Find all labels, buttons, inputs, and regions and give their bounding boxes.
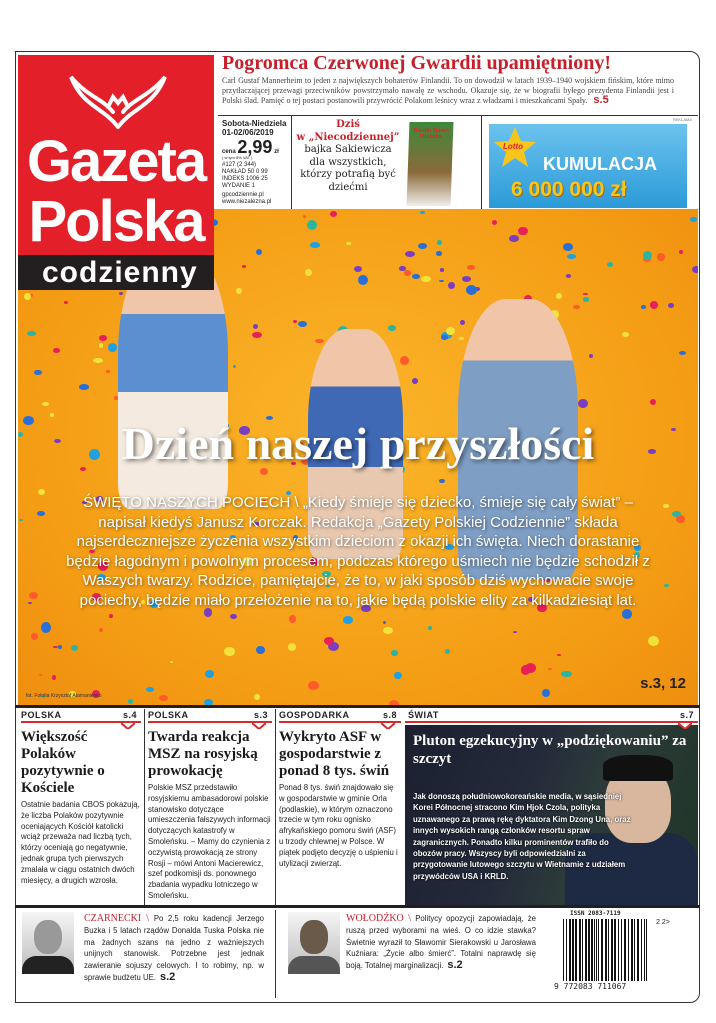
- confetti-piece: [412, 274, 419, 279]
- confetti-piece: [439, 479, 444, 483]
- confetti-piece: [466, 285, 477, 295]
- article-title[interactable]: Większość Polaków pozytywnie o Kościele: [21, 729, 105, 796]
- confetti-piece: [513, 631, 517, 633]
- section-label: ŚWIAT: [408, 710, 439, 720]
- barcode-bar: [608, 919, 609, 981]
- barcode-bar: [631, 919, 633, 981]
- top-story-title[interactable]: Pogromca Czerwonej Gwardii upamiętniony!: [222, 52, 612, 74]
- notch-icon: [121, 723, 135, 729]
- hero-text: [58, 493, 658, 610]
- confetti-piece: [460, 320, 465, 325]
- vat-note: ( w tym 8% VAT ): [222, 155, 253, 160]
- masthead-name-2: Polska: [28, 189, 204, 254]
- confetti-piece: [233, 365, 236, 368]
- article-text: Ostatnie badania CBOS pokazują, że liczba Polaków pozytywnie oceniających Kościół katolicki wciąż przeważa nad liczbą tych, którzy oceniają go negatywnie, jednak grupa tych pierwszych zmalała w ciągu ostatnich dwóch miesięcy, a drugich wzrosła.: [21, 800, 140, 885]
- supplement-cover[interactable]: [407, 122, 454, 206]
- confetti-piece: [567, 254, 577, 259]
- supplement-today: Dziś: [336, 119, 360, 130]
- confetti-piece: [34, 370, 41, 375]
- confetti-piece: [641, 305, 647, 309]
- confetti-piece: [492, 220, 498, 226]
- confetti-piece: [657, 253, 665, 260]
- confetti-piece: [29, 592, 38, 599]
- confetti-piece: [583, 293, 588, 296]
- confetti-piece: [24, 293, 31, 300]
- confetti-piece: [383, 627, 393, 634]
- barcode-bar: [628, 919, 629, 981]
- page-ref: s.3: [253, 710, 268, 720]
- article-title[interactable]: Pluton egzekucyjny w „podziękowaniu” za szczyt: [413, 733, 687, 767]
- confetti-piece: [664, 584, 669, 587]
- confetti-piece: [27, 331, 36, 336]
- hero-title[interactable]: Dzień naszej przyszłości: [121, 418, 595, 469]
- notch-icon: [381, 723, 395, 729]
- lotto-ad[interactable]: [481, 116, 698, 210]
- edition: WYDANIE 1: [222, 183, 256, 189]
- confetti-piece: [93, 358, 103, 363]
- confetti-piece: [462, 276, 471, 282]
- opinion-1[interactable]: [18, 910, 268, 1000]
- barcode-bar: [637, 919, 639, 981]
- confetti-piece: [388, 325, 396, 330]
- barcode-bar: [588, 919, 590, 981]
- confetti-piece: [99, 335, 107, 341]
- confetti-piece: [119, 292, 123, 295]
- barcode-bar: [618, 919, 619, 981]
- confetti-piece: [650, 399, 656, 405]
- barcode-bar: [563, 919, 564, 981]
- confetti-piece: [31, 633, 38, 640]
- barcode-bar: [614, 919, 616, 981]
- confetti-piece: [315, 339, 324, 343]
- confetti-piece: [525, 663, 536, 673]
- confetti-piece: [224, 647, 235, 657]
- confetti-piece: [230, 614, 236, 619]
- cover-title: Smoki Dzień Dziecka: [413, 128, 450, 140]
- confetti-piece: [622, 332, 629, 338]
- price-label: cena: [222, 149, 236, 155]
- confetti-piece: [446, 327, 455, 335]
- confetti-piece: [412, 378, 418, 384]
- opinion-text: Politycy opozycji zapowiadają, że ruszą przed wyborami na wieś. O co idzie stawka? Świetnie wyraził to Sławomir Sierakowski u Jarosława Kuźniara: „Życie albo śmierć”. Totalni naprawdę się boją. Totalnej marginalizacji.: [346, 914, 537, 971]
- photo-credit: fot. Fotolia Krzysztof Atamanienko: [26, 693, 102, 699]
- confetti-piece: [439, 280, 444, 283]
- top-story-body: [222, 76, 674, 105]
- confetti-piece: [445, 649, 450, 654]
- confetti-piece: [561, 671, 572, 678]
- page-ref: s.4: [122, 710, 137, 720]
- confetti-piece: [421, 276, 430, 282]
- confetti-piece: [343, 616, 353, 624]
- confetti-piece: [106, 370, 109, 373]
- confetti-piece: [288, 643, 297, 651]
- confetti-piece: [509, 235, 519, 242]
- barcode-bar: [566, 919, 567, 981]
- price-currency: zł: [274, 149, 279, 155]
- confetti-piece: [358, 275, 368, 285]
- article-text: Polskie MSZ przedstawiło rosyjskiemu ambasadorowi polskie stanowisko dotyczące umieszczenia fałszywych informacji dotyczących katastrofy w Smoleńsku. – Mamy do czynienia z oczywistą prowokacją ze strony Rosji – mówi Antoni Macierewicz, szef podkomisji ds. ponownego zbadania wypadku lotniczego w Smoleńsku.: [148, 783, 271, 900]
- confetti-piece: [99, 343, 104, 348]
- confetti-piece: [418, 243, 427, 249]
- confetti-piece: [354, 266, 362, 272]
- article-title[interactable]: Wykryto ASF w gospodarstwie z ponad 8 tys. świń: [279, 729, 390, 779]
- confetti-piece: [557, 654, 561, 657]
- confetti-piece: [346, 242, 351, 245]
- confetti-piece: [676, 515, 685, 522]
- confetti-piece: [405, 251, 415, 257]
- confetti-piece: [254, 694, 260, 700]
- section-label: POLSKA: [21, 710, 62, 720]
- masthead-name-3: codzienny: [18, 255, 214, 290]
- article-4[interactable]: [405, 709, 698, 905]
- page-ref: s.2: [159, 970, 176, 983]
- confetti-piece: [37, 511, 45, 516]
- barcode-bar: [582, 919, 583, 981]
- confetti-piece: [242, 265, 246, 268]
- hero-page: s.3, 12: [640, 675, 686, 692]
- confetti-piece: [38, 489, 45, 495]
- confetti-piece: [663, 504, 668, 507]
- confetti-piece: [518, 227, 527, 235]
- separator: \: [403, 913, 416, 924]
- confetti-piece: [441, 335, 447, 340]
- confetti-piece: [400, 356, 410, 365]
- confetti-piece: [690, 217, 697, 222]
- barcode-bar: [596, 919, 597, 981]
- confetti-piece: [19, 519, 23, 521]
- ad-label: REKLAMA: [672, 117, 692, 122]
- confetti-piece: [643, 251, 652, 260]
- confetti-piece: [467, 265, 475, 271]
- confetti-piece: [146, 687, 154, 692]
- confetti-piece: [79, 384, 90, 390]
- confetti-piece: [252, 332, 262, 339]
- confetti-piece: [99, 628, 103, 632]
- confetti-piece: [52, 675, 56, 680]
- confetti-piece: [109, 614, 113, 618]
- article-title[interactable]: Twarda reakcja MSZ na rosyjską prowokację: [148, 729, 258, 779]
- confetti-piece: [310, 242, 320, 248]
- notch-icon: [252, 723, 266, 729]
- ad-brand: Lotto: [503, 142, 523, 151]
- article-text: Jak donoszą południowokoreańskie media, w sąsiedniej Korei Północnej stracono Kim Hjok Czola, polityka uznawanego za prawą rękę dyktatora Kim Dzong Una, oraz innych wysokich rangą członków resortu spraw zagranicznych. Ponadto kilku prominentów trafiło do obozów pracy. Wszyscy byli odpowiedzialni za przygotowanie lutowego szczytu w Wietnamie z udziałem przywódców USA i KRLD.: [413, 792, 631, 881]
- confetti-piece: [128, 699, 134, 704]
- confetti-piece: [53, 348, 60, 354]
- article-2[interactable]: [144, 709, 275, 905]
- confetti-piece: [28, 602, 32, 604]
- confetti-piece: [330, 211, 337, 217]
- opinion-2[interactable]: [280, 910, 540, 1000]
- confetti-piece: [420, 211, 425, 214]
- hero-body: „Kiedy śmieje się dziecko, śmieje się cały świat” – napisał kiedyś Janusz Korczak. Redakcja „Gazety Polskiej Codziennie” składa najserdeczniejsze życzenia wszystkim dzieciom z okazji ich święta. Niech dorastanie będzie łagodnym i powolnym procesem, podczas którego uśmiech nie będzie schodził z Waszych twarzy. Rodzice, pamiętajcie, że to, w jaki sposób dziś wychowacie swoje pociechy, będzie miało przełożenie na to, jakie będą polskie elity za kilkadziesiąt lat.: [66, 494, 650, 609]
- barcode-bar: [594, 919, 595, 981]
- index: INDEKS 1006 25: [222, 176, 268, 182]
- supplement-promo[interactable]: [292, 116, 404, 210]
- confetti-piece: [556, 293, 562, 299]
- price-value: 2,99: [237, 137, 273, 157]
- price: [222, 139, 289, 155]
- page-ref: s.8: [382, 710, 397, 720]
- confetti-piece: [298, 321, 307, 327]
- top-story-page: s.5: [593, 93, 609, 106]
- author-photo: [22, 912, 74, 974]
- divider: [15, 705, 700, 708]
- issue-date: 01-02/06/2019: [222, 128, 274, 137]
- issn: ISSN 2083-7119: [570, 910, 621, 917]
- confetti-piece: [650, 301, 658, 309]
- barcode-bar: [585, 919, 587, 981]
- divider: [275, 910, 276, 998]
- page-ref: s.2: [447, 959, 463, 972]
- confetti-piece: [307, 220, 317, 230]
- confetti-piece: [383, 621, 386, 624]
- confetti-piece: [170, 661, 173, 663]
- confetti-piece: [205, 670, 214, 678]
- section-label: POLSKA: [148, 710, 189, 720]
- confetti-piece: [648, 636, 659, 646]
- confetti-piece: [256, 646, 265, 654]
- site-link-2[interactable]: www.niezalezna.pl: [222, 199, 272, 205]
- separator: \: [141, 913, 154, 924]
- author-photo: [288, 912, 340, 974]
- top-story-text: Carl Gustaf Mannerheim to jeden z największych bohaterów Finlandii. To on dowodził w latach 1939–1940 wojskiem fińskim, które mimo przytłaczającej przewagi przeciwników powstrzymało nawałę ze wschodu. Okazuje się, że w biografii byłego prezydenta Finlandii jest i Polski ślad. Pamięć o tej postaci postanowili przywrócić Polakom leśnicy wraz z władzami i mieszkańcami Spały.: [222, 76, 674, 105]
- confetti-piece: [159, 695, 167, 701]
- confetti-piece: [305, 269, 312, 277]
- divider: [15, 905, 700, 908]
- masthead-name-1: Gazeta: [26, 129, 206, 194]
- issue-days: Sobota-Niedziela: [222, 119, 287, 128]
- confetti-piece: [437, 240, 442, 245]
- barcode-bars: [563, 919, 648, 981]
- barcode-bar: [644, 919, 645, 981]
- page-ref: s.7: [679, 710, 694, 720]
- barcode-bar: [605, 919, 607, 981]
- eagle-icon: [63, 67, 173, 137]
- barcode-addon: 2 2>: [656, 919, 670, 926]
- confetti-piece: [583, 297, 589, 301]
- section-label: GOSPODARKA: [279, 710, 350, 720]
- confetti-piece: [289, 615, 296, 622]
- confetti-piece: [303, 215, 307, 218]
- confetti-piece: [256, 249, 262, 255]
- notch-icon: [678, 723, 692, 729]
- article-text: Ponad 8 tys. świń znajdowało się w gospodarstwie w gminie Orla (podlaskie), w którym oznaczono trzecie w tym roku ognisko afrykańskiego pomoru świń (ASF) u trzody chlewnej w Polsce. W piątek podjęto decyzję o uśpieniu i utylizacji zwierząt.: [279, 783, 398, 868]
- opinion-text: Po 2,5 roku kadencji Jerzego Buzka i 5 latach rządów Donalda Tuska Polska nie ma żadnych szans na jedno z ważniejszych unijnych stanowisk. Potrzebne jest jednak zawieranie sojuszy celowych. I to robimy, np. w sprawie budżetu UE.: [84, 914, 264, 982]
- article-1[interactable]: [18, 709, 144, 905]
- confetti-piece: [548, 668, 552, 671]
- confetti-piece: [436, 251, 442, 255]
- barcode-bar: [591, 919, 593, 981]
- confetti-piece: [440, 268, 445, 271]
- confetti-piece: [404, 270, 411, 275]
- barcode-bar: [646, 919, 647, 981]
- confetti-piece: [622, 609, 632, 618]
- confetti-piece: [391, 650, 398, 656]
- confetti-piece: [39, 674, 42, 676]
- author-name: WOŁODŹKO: [346, 913, 404, 924]
- confetti-piece: [589, 354, 593, 358]
- issue-info: [220, 116, 292, 210]
- confetti-piece: [308, 681, 319, 690]
- confetti-piece: [58, 645, 62, 649]
- confetti-piece: [236, 288, 242, 294]
- info-strip: [218, 115, 698, 209]
- circulation: NAKŁAD 50 0 99: [222, 169, 268, 175]
- barcode: [554, 910, 680, 1000]
- confetti-piece: [607, 262, 614, 267]
- barcode-bar: [641, 919, 642, 981]
- barcode-bar: [611, 919, 613, 981]
- barcode-bar: [621, 919, 622, 981]
- confetti-piece: [394, 672, 401, 679]
- confetti-piece: [542, 689, 550, 697]
- confetti-piece: [293, 320, 297, 323]
- issue-number: #127 (2 344): [222, 162, 257, 168]
- barcode-bar: [624, 919, 626, 981]
- masthead-logo: [18, 55, 214, 290]
- confetti-piece: [108, 343, 117, 352]
- confetti-piece: [679, 250, 683, 254]
- confetti-piece: [428, 626, 432, 630]
- barcode-bar: [575, 919, 577, 981]
- confetti-piece: [668, 303, 675, 308]
- top-story[interactable]: [222, 52, 674, 105]
- hero-lead: ŚWIĘTO NASZYCH POCIECH \: [83, 494, 303, 511]
- ad-headline: KUMULACJA: [543, 154, 657, 174]
- confetti-piece: [563, 243, 573, 251]
- ad-amount: 6 000 000 zł: [511, 178, 627, 201]
- barcode-bar: [569, 919, 571, 981]
- confetti-piece: [41, 622, 51, 633]
- confetti-piece: [253, 324, 258, 329]
- confetti-piece: [448, 282, 455, 289]
- barcode-bar: [598, 919, 599, 981]
- confetti-piece: [692, 266, 698, 273]
- barcode-bar: [601, 919, 603, 981]
- site-link-1[interactable]: gpcodziennie.pl: [222, 192, 264, 198]
- confetti-piece: [578, 399, 588, 409]
- confetti-piece: [71, 645, 78, 651]
- barcode-bar: [579, 919, 581, 981]
- confetti-piece: [679, 351, 686, 355]
- supplement-name: w „Niecodziennej”: [296, 131, 400, 143]
- supplement-text: bajka Sakiewicza dla wszystkich, którzy potrafią być dziećmi: [300, 144, 396, 193]
- article-3[interactable]: [275, 709, 404, 905]
- barcode-bar: [572, 919, 574, 981]
- confetti-piece: [459, 337, 464, 340]
- confetti-piece: [64, 301, 68, 303]
- barcode-number: 9 772083 711067: [554, 982, 627, 991]
- confetti-piece: [42, 402, 49, 406]
- confetti-piece: [573, 305, 580, 309]
- barcode-bar: [634, 919, 635, 981]
- author-name: CZARNECKI: [84, 913, 142, 924]
- confetti-piece: [566, 274, 571, 278]
